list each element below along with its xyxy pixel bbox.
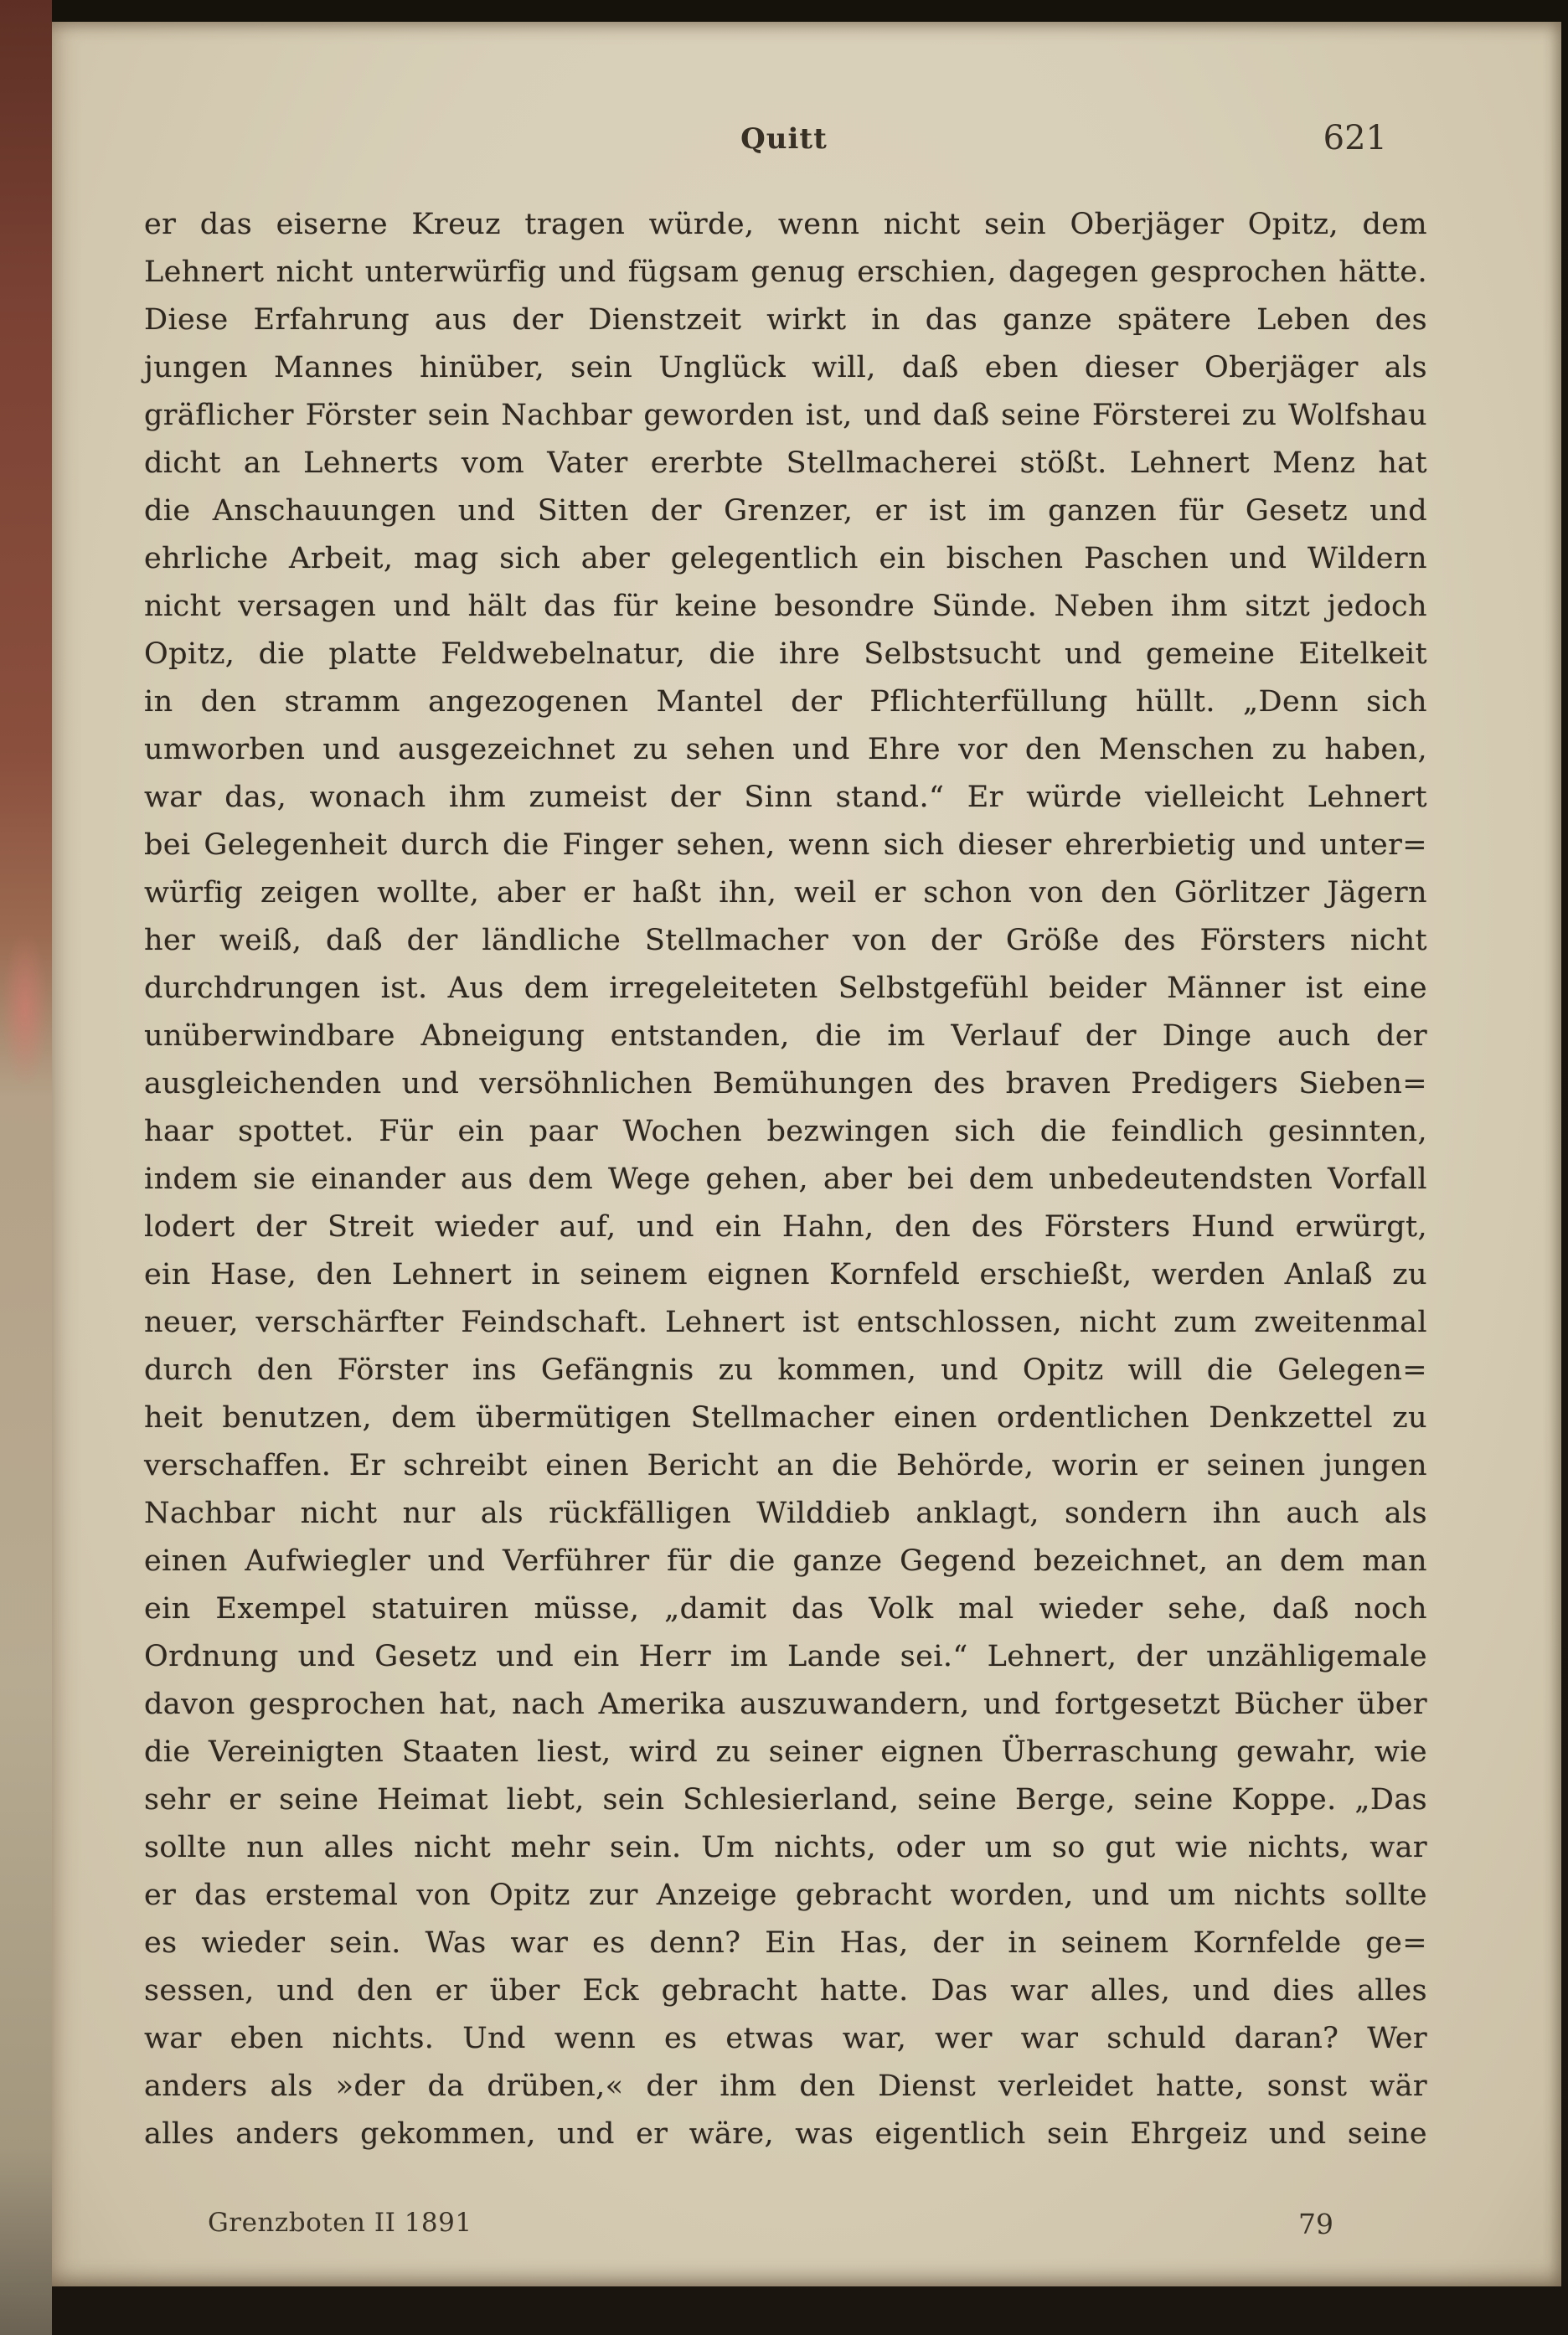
text-line: die Vereinigten Staaten liest, wird zu seiner eignen Überraschung gewahr, wie [144,1735,1427,1769]
text-line: unüberwindbare Abneigung entstanden, die im Verlauf der Dinge auch der [144,1019,1427,1053]
text-line: indem sie einander aus dem Wege gehen, aber bei dem unbedeutendsten Vorfall [144,1162,1427,1196]
footer-sheet-number: 79 [1298,2208,1333,2240]
text-line: her weiß, daß der ländliche Stellmacher von der Größe des Försters nicht [144,924,1427,957]
text-line: durch den Förster ins Gefängnis zu kommen, und Opitz will die Gelegen= [144,1353,1427,1387]
text-line: ausgleichenden und versöhnlichen Bemühungen des braven Predigers Sieben= [144,1067,1427,1100]
page-header [142,119,1426,166]
text-line: ein Hase, den Lehnert in seinem eignen Kornfeld erschießt, werden Anlaß zu [144,1258,1427,1291]
edge-smudge [2,930,49,1089]
text-line: Opitz, die platte Feldwebelnatur, die ihre Selbstsucht und gemeine Eitelkeit [144,637,1427,671]
text-line: anders als »der da drüben,« der ihm den Dienst verleidet hatte, sonst wär [144,2070,1427,2103]
page-footer [144,2208,1427,2240]
text-line: durchdrungen ist. Aus dem irregeleiteten Selbstgefühl beider Männer ist eine [144,972,1427,1005]
page-body [144,201,1427,2158]
text-line: ein Exempel statuiren müsse, „damit das Volk mal wieder sehe, daß noch [144,1592,1427,1626]
text-line: die Anschauungen und Sitten der Grenzer, er ist im ganzen für Gesetz und [144,494,1427,528]
text-line: es wieder sein. Was war es denn? Ein Has, der in seinem Kornfelde ge= [144,1926,1427,1960]
text-line: Lehnert nicht unterwürfig und fügsam genug erschien, dagegen gesprochen hätte. [144,255,1427,289]
text-line: gräflicher Förster sein Nachbar geworden ist, und daß seine Försterei zu Wolfshau [144,399,1427,432]
text-line: sollte nun alles nicht mehr sein. Um nichts, oder um so gut wie nichts, war [144,1831,1427,1864]
text-line: Nachbar nicht nur als rückfälligen Wilddieb anklagt, sondern ihn auch als [144,1497,1427,1530]
text-line: umworben und ausgezeichnet zu sehen und Ehre vor den Menschen zu haben, [144,733,1427,766]
text-line: dicht an Lehnerts vom Vater ererbte Stellmacherei stößt. Lehnert Menz hat [144,446,1427,480]
text-line: ehrliche Arbeit, mag sich aber gelegentlich ein bischen Paschen und Wildern [144,542,1427,575]
text-line: nicht versagen und hält das für keine besondre Sünde. Neben ihm sitzt jedoch [144,590,1427,623]
text-line: jungen Mannes hinüber, sein Unglück will, daß eben dieser Oberjäger als [144,351,1427,384]
text-line: war das, wonach ihm zumeist der Sinn stand.“ Er würde vielleicht Lehnert [144,781,1427,814]
text-line: einen Aufwiegler und Verführer für die ganze Gegend bezeichnet, an dem man [144,1544,1427,1578]
text-line: sessen, und den er über Eck gebracht hatte. Das war alles, und dies alles [144,1974,1427,2008]
text-line: in den stramm angezogenen Mantel der Pflichterfüllung hüllt. „Denn sich [144,685,1427,719]
text-line: alles anders gekommen, und er wäre, was eigentlich sein Ehrgeiz und seine [144,2117,1427,2151]
text-line: bei Gelegenheit durch die Finger sehen, wenn sich dieser ehrerbietig und unter= [144,828,1427,862]
footer-imprint: Grenzboten II 1891 [208,2208,472,2238]
text-line: er das eiserne Kreuz tragen würde, wenn nicht sein Oberjäger Opitz, dem [144,208,1427,241]
book-edge [0,0,52,2335]
text-line: neuer, verschärfter Feindschaft. Lehnert ist entschlossen, nicht zum zweitenmal [144,1306,1427,1339]
text-line: Diese Erfahrung aus der Dienstzeit wirkt in das ganze spätere Leben des [144,303,1427,337]
page-header-title: Quitt [740,122,828,156]
text-line: lodert der Streit wieder auf, und ein Hahn, den des Försters Hund erwürgt, [144,1210,1427,1244]
text-line: sehr er seine Heimat liebt, sein Schlesierland, seine Berge, seine Koppe. „Das [144,1783,1427,1817]
text-line: heit benutzen, dem übermütigen Stellmacher einen ordentlichen Denkzettel zu [144,1401,1427,1435]
text-line: davon gesprochen hat, nach Amerika auszuwandern, und fortgesetzt Bücher über [144,1688,1427,1721]
text-line: würfig zeigen wollte, aber er haßt ihn, weil er schon von den Görlitzer Jägern [144,876,1427,910]
text-line: verschaffen. Er schreibt einen Bericht an die Behörde, worin er seinen jungen [144,1449,1427,1482]
text-line: war eben nichts. Und wenn es etwas war, wer war schuld daran? Wer [144,2022,1427,2055]
text-line: Ordnung und Gesetz und ein Herr im Lande sei.“ Lehnert, der unzähligemale [144,1640,1427,1673]
text-line: haar spottet. Für ein paar Wochen bezwingen sich die feindlich gesinnten, [144,1115,1427,1148]
page-number: 621 [1323,119,1387,157]
text-line: er das erstemal von Opitz zur Anzeige gebracht worden, und um nichts sollte [144,1879,1427,1912]
